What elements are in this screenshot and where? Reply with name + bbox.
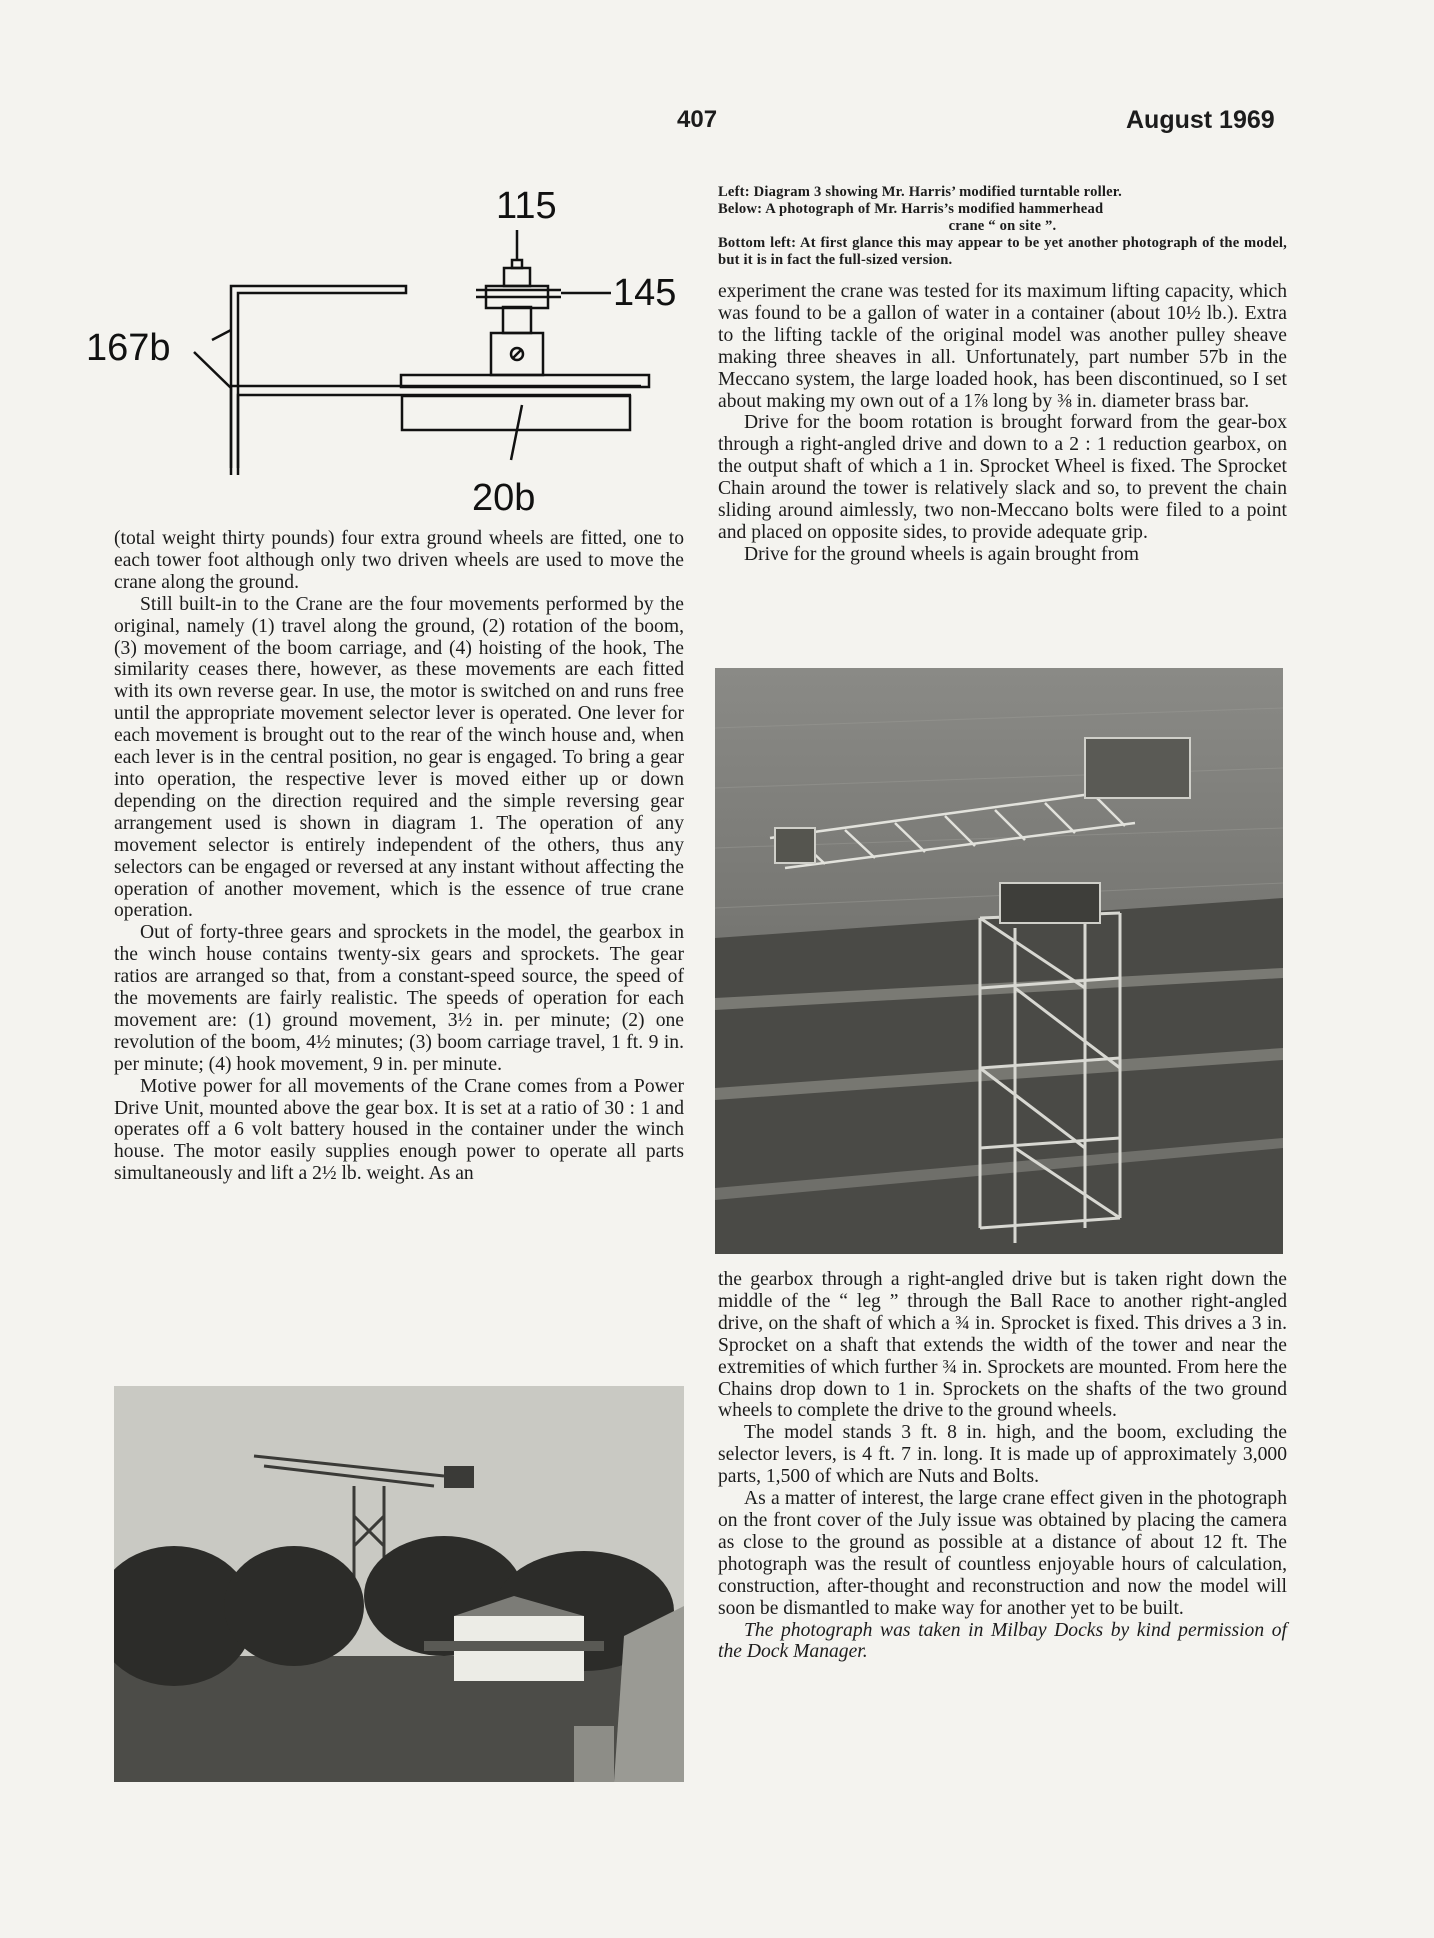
- plate-20b: [402, 396, 630, 430]
- photo-credit: The photograph was taken in Milbay Docks by kind permission of the Dock Manager.: [718, 1619, 1287, 1663]
- diagram-drawing: [86, 180, 696, 520]
- label-115: 115: [496, 185, 557, 227]
- page-number: 407: [677, 106, 718, 133]
- paragraph: the gearbox through a right-angled drive but is taken right down the middle of the “ leg ” through the Ball Race to another right-angled drive, on the shaft of which a ¾ in. Sprocket is fixed. This drives a 3 in. Sprocket on a shaft that extends the width of the tower and near the extremities of which further ¾ in. Sprockets are mounted. From here the Chains drop down to 1 in. Sprockets on the shafts of the two ground wheels to complete the drive to the ground wheels.: [718, 1269, 1287, 1422]
- caption-line: Below: A photograph of Mr. Harris’s modified hammerhead: [718, 201, 1104, 217]
- right-column-bottom-text: [718, 1269, 1287, 1663]
- paragraph: experiment the crane was tested for its maximum lifting capacity, which was found to be a gallon of water in a container (about 10½ lb.). Extra to the lifting tackle of the original model was another pulley sheave making three sheaves in all. Unfortunately, part number 57b in the Meccano system, the large loaded hook, has been discontinued, so I set about making my own out of a 1⅞ long by ⅜ in. diameter brass bar.: [718, 281, 1287, 412]
- model-crane-photo: [715, 668, 1283, 1254]
- label-20b: 20b: [472, 477, 536, 519]
- caption-line: Bottom left: At first glance this may appear to be yet another photograph of the model, but it is in fact the full-sized version.: [718, 235, 1287, 268]
- paragraph: Drive for the ground wheels is again brought from: [744, 543, 1140, 565]
- caption-line: Left: Diagram 3 showing Mr. Harris’ modified turntable roller.: [718, 184, 1122, 200]
- figure-caption: [718, 184, 1287, 269]
- label-167b: 167b: [86, 327, 171, 369]
- paragraph: Out of forty-three gears and sprockets in the model, the gearbox in the winch house contains twenty-six gears and sprockets. The gear ratios are arranged so that, from a constant-speed source, the speed of the movements are fairly realistic. The speeds of operation for each movement are: (1) ground movement, 3½ in. per minute; (2) one revolution of the boom, 4½ minutes; (3) boom carriage travel, 1 ft. 9 in. per minute; (4) hook movement, 9 in. per minute.: [114, 922, 684, 1075]
- full-size-crane-photo: [114, 1386, 684, 1782]
- paragraph: As a matter of interest, the large crane effect given in the photograph on the front cover of the July issue was obtained by placing the camera as close to the ground as possible at a distance of about 12 ft. The photograph was the result of countless enjoyable hours of calculation, construction, after-thought and reconstruction and now the model will soon be dismantled to make way for another yet to be built.: [718, 1488, 1287, 1619]
- issue-date: August 1969: [1126, 106, 1275, 134]
- paragraph: Drive for the boom rotation is brought forward from the gear-box through a right-angled drive and down to a 2 : 1 reduction gearbox, on the output shaft of which a 1 in. Sprocket Wheel is fixed. The Sprocket Chain around the tower is relatively slack and so, to prevent the chain sliding around aimlessly, two non-Meccano bolts were filed to a point and placed on opposite sides, to provide adequate grip.: [718, 412, 1287, 543]
- boss-115: [504, 268, 530, 286]
- label-145: 145: [613, 272, 677, 314]
- paragraph: (total weight thirty pounds) four extra ground wheels are fitted, one to each tower foot although only two driven wheels are used to move the crane along the ground.: [114, 528, 684, 593]
- upper-angle-bracket: [231, 286, 406, 468]
- leader-167b-lower: [194, 352, 231, 388]
- paragraph: Motive power for all movements of the Crane comes from a Power Drive Unit, mounted above the gear box. It is set at a ratio of 30 : 1 and operates off a 6 volt battery housed in the container under the winch house. The motor easily supplies enough power to operate all parts simultaneously and lift a 2½ lb. weight. As an: [114, 1075, 684, 1185]
- turntable-roller-diagram: [86, 180, 696, 520]
- paragraph: The model stands 3 ft. 8 in. high, and the boom, excluding the selector levers, is 4 ft. 7 in. long. It is made up of approximately 3,000 parts, 1,500 of which are Nuts and Bolts.: [718, 1422, 1287, 1488]
- left-column-text: [114, 528, 684, 1185]
- paragraph: Still built-in to the Crane are the four movements performed by the original, namely (1) travel along the ground, (2) rotation of the boom, (3) movement of the boom carriage, and (4) hoisting of the hook, The similarity ceases there, however, as these movements are each fitted with its own reverse gear. In use, the motor is switched on and runs free until the appropriate movement selector lever is operated. One lever for each movement is brought out to the rear of the winch house and, when each lever is in the central position, no gear is engaged. To bring a gear into operation, the respective lever is moved either up or down depending on the direction required and the simple reversing gear arrangement used is shown in diagram 1. The operation of any movement selector is entirely independent of the others, thus any selectors can be engaged or reversed at any instant without affecting the operation of another movement, which is the essence of true crane operation.: [114, 593, 684, 922]
- leader-167b-upper: [212, 330, 231, 340]
- leader-20b: [511, 405, 522, 460]
- caption-line: crane “ on site ”.: [948, 218, 1057, 234]
- right-column-top-text: [718, 281, 1287, 566]
